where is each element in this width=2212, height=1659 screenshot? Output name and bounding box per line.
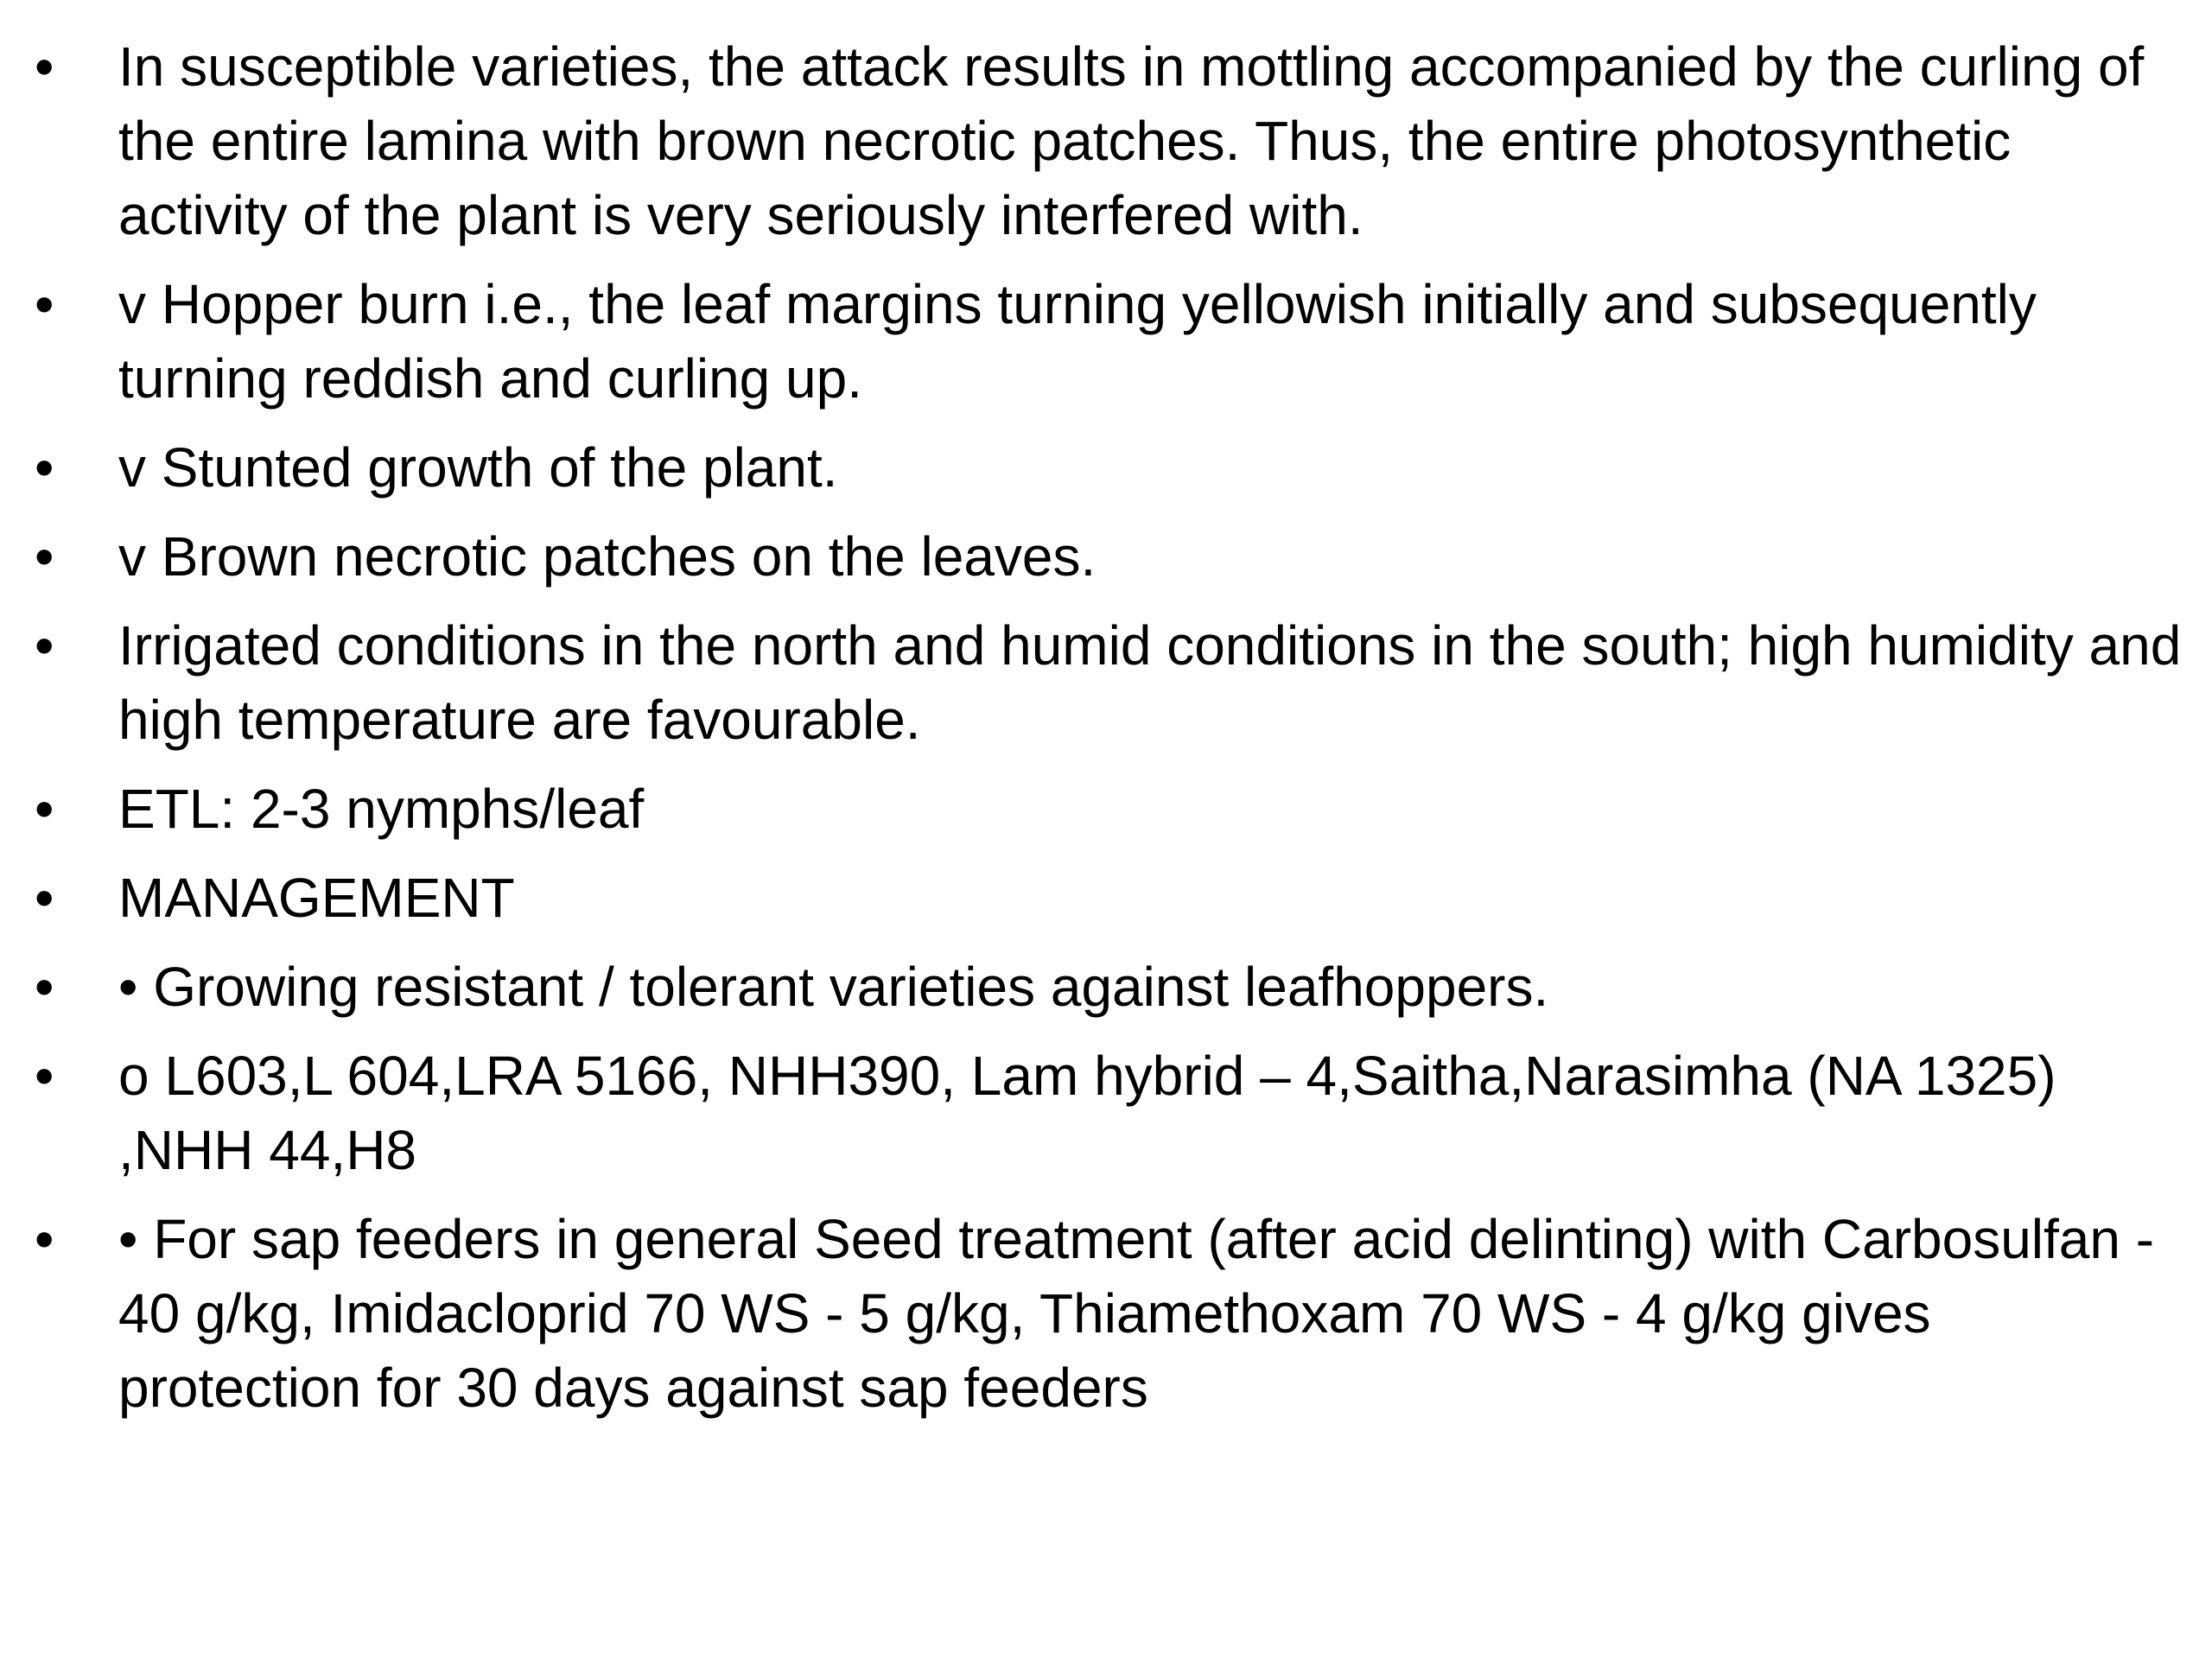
bullet-icon: •: [35, 956, 54, 1018]
list-item-text: v Stunted growth of the plant.: [118, 436, 838, 499]
list-item: [35, 608, 2186, 757]
list-item: [35, 1202, 2186, 1425]
list-item-text: v Brown necrotic patches on the leaves.: [118, 525, 1096, 588]
list-item-text: o L603,L 604,LRA 5166, NHH390, Lam hybrid – 4,Saitha,Narasimha (NA 1325) ,NHH 44,H8: [118, 1045, 2056, 1181]
list-item: [35, 1039, 2186, 1187]
bullet-icon: •: [35, 35, 54, 98]
bullet-icon: •: [35, 778, 54, 840]
list-item-text: ETL: 2-3 nymphs/leaf: [118, 778, 645, 840]
list-item: [35, 861, 2186, 935]
bullet-icon: •: [35, 525, 54, 588]
bullet-icon: •: [35, 436, 54, 499]
list-item-text: Irrigated conditions in the north and humid conditions in the south; high humidity and high temperature are favourable.: [118, 614, 2182, 751]
list-item-text: MANAGEMENT: [118, 867, 515, 929]
bullet-icon: •: [35, 614, 54, 677]
list-item-text: • Growing resistant / tolerant varieties against leafhoppers.: [118, 956, 1549, 1018]
list-item: [35, 772, 2186, 846]
list-item: [35, 430, 2186, 505]
bullet-icon: •: [35, 1045, 54, 1107]
bullet-list: [35, 29, 2186, 1440]
bullet-icon: •: [35, 273, 54, 335]
bullet-icon: •: [35, 867, 54, 929]
list-item-text: In susceptible varieties, the attack results in mottling accompanied by the curling of the entire lamina with brown necrotic patches. Thus, the entire photosynthetic activity of the plant is very seriously interfered with.: [118, 35, 2145, 246]
list-item: [35, 267, 2186, 416]
list-item: [35, 950, 2186, 1024]
list-item: [35, 29, 2186, 252]
bullet-icon: •: [35, 1208, 54, 1270]
list-item-text: v Hopper burn i.e., the leaf margins turning yellowish initially and subsequently turning reddish and curling up.: [118, 273, 2037, 410]
list-item: [35, 519, 2186, 594]
list-item-text: • For sap feeders in general Seed treatment (after acid delinting) with Carbosulfan - 40 g/kg, Imidacloprid 70 WS - 5 g/kg, Thiamethoxam 70 WS - 4 g/kg gives protection for 30 days against sap feeders: [118, 1208, 2155, 1419]
